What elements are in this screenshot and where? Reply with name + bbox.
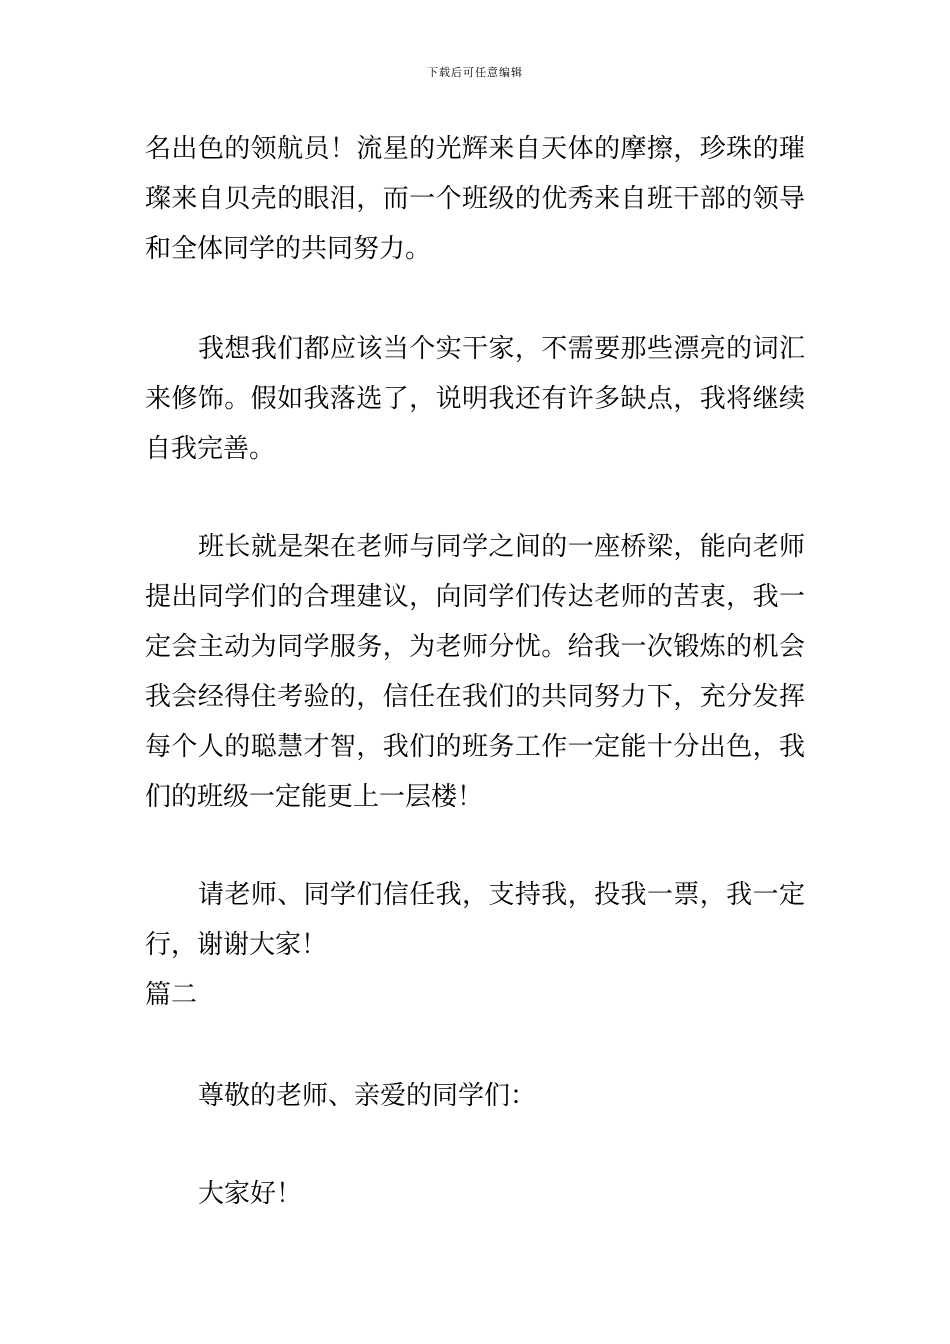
text-line: 和全体同学的共同努力。 [145,234,432,264]
text-line: 我想我们都应该当个实干家，不需要那些漂亮的词汇 [198,334,805,364]
text-line: 班长就是架在老师与同学之间的一座桥梁，能向老师 [198,532,805,562]
greeting: 大家好！ [198,1179,303,1209]
text-line: 提出同学们的合理建议，向同学们传达老师的苦衷，我一 [145,582,805,612]
salutation: 尊敬的老师、亲爱的同学们： [198,1081,537,1111]
text-line: 我会经得住考验的，信任在我们的共同努力下，充分发挥 [145,682,805,712]
text-line: 定会主动为同学服务，为老师分忧。给我一次锻炼的机会 [145,632,805,662]
text-line: 行，谢谢大家！ [145,930,328,960]
text-line: 来修饰。假如我落选了，说明我还有许多缺点，我将继续 [145,384,805,414]
text-line: 璨来自贝壳的眼泪，而一个班级的优秀来自班干部的领导 [145,184,805,214]
text-line: 名出色的领航员！流星的光辉来自天体的摩擦，珍珠的璀 [145,134,805,164]
text-line: 们的班级一定能更上一层楼！ [145,782,484,812]
text-line: 自我完善。 [145,434,276,464]
text-line: 每个人的聪慧才智，我们的班务工作一定能十分出色，我 [145,732,805,762]
text-line: 请老师、同学们信任我，支持我，投我一票，我一定 [198,880,805,910]
header-note: 下载后可任意编辑 [427,66,523,79]
section-heading: 篇二 [145,980,198,1010]
